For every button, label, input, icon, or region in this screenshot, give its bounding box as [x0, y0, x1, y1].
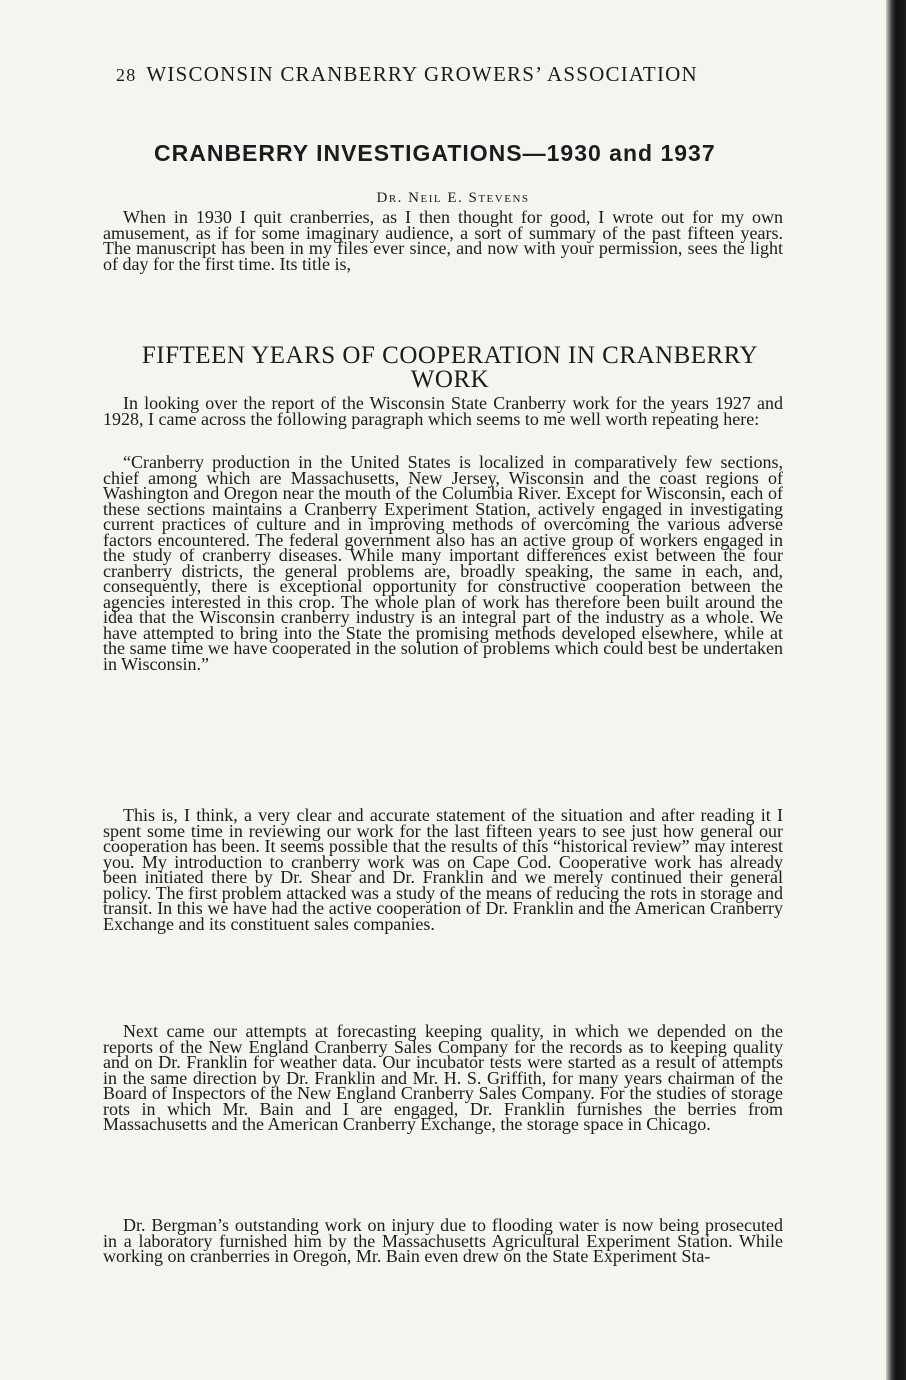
section-heading: FIFTEEN YEARS OF COOPERATION IN CRANBERRY WORK [141, 342, 759, 393]
running-head-text: WISCONSIN CRANBERRY GROWERS’ ASSOCIATION [146, 62, 698, 86]
body-paragraph: Next came our attempts at forecasting keeping quality, in which we depended on the reports of the New England Cranberry Sales Company for the records as to keeping quality and on Dr. Franklin for weather data. Our incubator tests were started as a result of attempts in the same direction by Dr. Franklin and Mr. H. S. Griffith, for many years chairman of the Board of Inspectors of the New England Cranberry Sales Company. For the studies of storage rots in which Mr. Bain and I are engaged, Dr. Franklin furnishes the berries from Massachusetts and the American Cranberry Exchange, the storage space in Chicago. [103, 1021, 783, 1134]
article-title: CRANBERRY INVESTIGATIONS—1930 and 1937 [154, 140, 716, 166]
intro-paragraph: When in 1930 I quit cranberries, as I then thought for good, I wrote out for my own amusement, as if for some imaginary audience, a sort of summary of the past fifteen years. The manuscript has been in my files ever since, and now with your permission, sees the light of day for the first time. Its title is, [103, 207, 783, 274]
body-paragraph: Dr. Bergman’s outstanding work on injury due to flooding water is now being prosecuted in a laboratory furnished him by the Massachusetts Agricultural Experiment Station. While working on cranberries in Oregon, Mr. Bain even drew on the State Experiment Sta- [103, 1215, 783, 1266]
page-edge-shadow [886, 0, 906, 1380]
article-author: Dr. Neil E. Stevens [376, 190, 530, 206]
page-number: 28 [116, 65, 137, 85]
running-head [116, 62, 766, 87]
quoted-paragraph: “Cranberry production in the United States is localized in comparatively few sections, chief among which are Massachusetts, New Jersey, Wisconsin and the coast regions of Washington and Oregon near the mouth of the Columbia River. Except for Wisconsin, each of these sections maintains a Cranberry Experiment Station, actively engaged in investigating current practices of culture and in improving methods of overcoming the various adverse factors encountered. The federal government also has an active group of workers engaged in the study of cranberry diseases. While many important differences exist between the four cranberry districts, the general problems are, broadly speaking, the same in each, and, consequently, there is exceptional opportunity for constructive cooperation between the agencies interested in this crop. The whole plan of work has therefore been built around the idea that the Wisconsin cranberry industry is an integral part of the industry as a whole. We have attempted to bring into the State the promising methods developed elsewhere, while at the same time we have cooperated in the solution of problems which could best be undertaken in Wisconsin.” [103, 452, 783, 674]
body-paragraph: In looking over the report of the Wisconsin State Cranberry work for the years 1927 and 1928, I came across the following paragraph which seems to me well worth repeating here: [103, 393, 783, 429]
body-paragraph: This is, I think, a very clear and accurate statement of the situation and after reading it I spent some time in reviewing our work for the last fifteen years to see just how general our cooperation has been. It seems possible that the results of this “historical review” may interest you. My introduction to cranberry work was on Cape Cod. Cooperative work has already been initiated there by Dr. Shear and Dr. Franklin and we merely continued their general policy. The first problem attacked was a study of the means of reducing the rots in storage and transit. In this we have had the active cooperation of Dr. Franklin and the American Cranberry Exchange and its constituent sales companies. [103, 805, 783, 934]
